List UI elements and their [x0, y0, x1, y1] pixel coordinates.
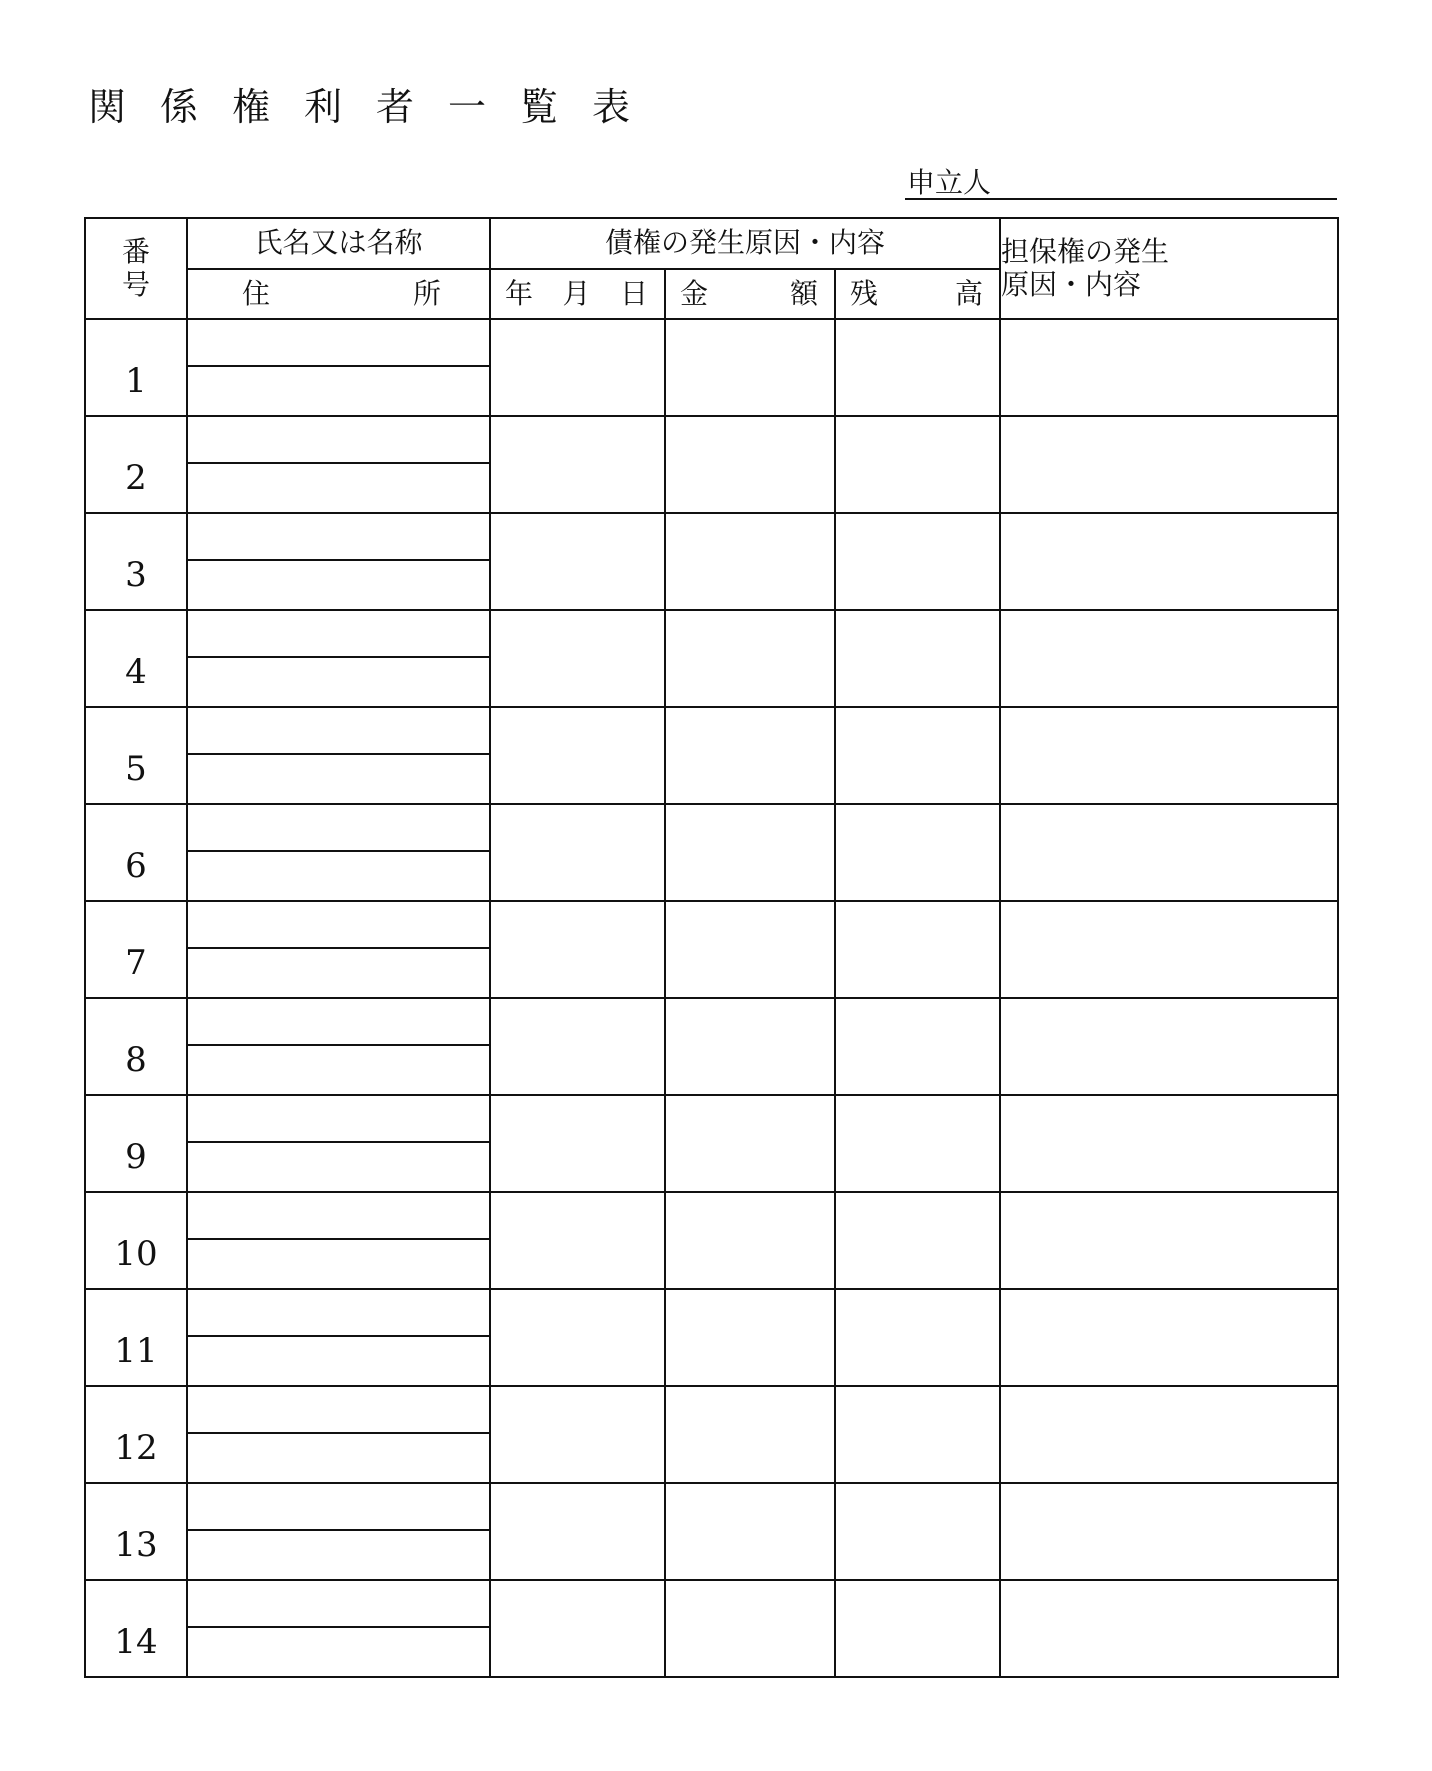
row-number: [85, 319, 187, 416]
row-number-label: 5: [125, 749, 147, 789]
row-number-label: 1: [125, 361, 147, 401]
date-cell[interactable]: [490, 901, 665, 998]
amount-cell[interactable]: [665, 319, 835, 416]
row-number-label: 2: [125, 458, 147, 498]
applicant-label: 申立人: [907, 166, 992, 199]
header-balance-char-1: 残: [850, 276, 879, 310]
security-cell[interactable]: [1000, 707, 1338, 804]
date-cell[interactable]: [490, 610, 665, 707]
balance-cell[interactable]: [835, 416, 1000, 513]
row-number: [85, 1095, 187, 1192]
table-row: [85, 804, 1338, 901]
header-name: 氏名又は名称: [187, 218, 490, 269]
security-cell[interactable]: [1000, 513, 1338, 610]
amount-cell[interactable]: [665, 804, 835, 901]
name-address-cell[interactable]: [187, 707, 490, 804]
row-number: [85, 1192, 187, 1289]
name-address-divider: [188, 365, 489, 367]
row-number-label: 9: [125, 1137, 147, 1177]
name-address-cell[interactable]: [187, 1386, 490, 1483]
row-number-label: 13: [114, 1525, 158, 1565]
date-cell[interactable]: [490, 1289, 665, 1386]
row-number: [85, 1289, 187, 1386]
security-cell[interactable]: [1000, 1192, 1338, 1289]
date-cell[interactable]: [490, 1192, 665, 1289]
header-address-char-1: 住: [242, 276, 271, 310]
page-title: 関係権利者一覧表: [88, 85, 665, 129]
balance-cell[interactable]: [835, 998, 1000, 1095]
name-address-divider: [188, 850, 489, 852]
row-number: [85, 1386, 187, 1483]
row-number: [85, 1580, 187, 1677]
security-cell[interactable]: [1000, 319, 1338, 416]
date-cell[interactable]: [490, 416, 665, 513]
security-cell[interactable]: [1000, 610, 1338, 707]
row-number-label: 11: [114, 1331, 158, 1371]
balance-cell[interactable]: [835, 1289, 1000, 1386]
date-cell[interactable]: [490, 1095, 665, 1192]
balance-cell[interactable]: [835, 1386, 1000, 1483]
balance-cell[interactable]: [835, 610, 1000, 707]
name-address-divider: [188, 1141, 489, 1143]
header-amount-char-1: 金: [680, 276, 709, 310]
security-cell[interactable]: [1000, 901, 1338, 998]
amount-cell[interactable]: [665, 1095, 835, 1192]
table-row: [85, 1095, 1338, 1192]
row-number: [85, 901, 187, 998]
balance-cell[interactable]: [835, 901, 1000, 998]
header-claim-group: 債権の発生原因・内容: [490, 218, 1000, 269]
name-address-divider: [188, 1238, 489, 1240]
table-row: [85, 1386, 1338, 1483]
name-address-divider: [188, 1432, 489, 1434]
header-date-char-2: 月: [562, 276, 591, 310]
name-address-divider: [188, 1044, 489, 1046]
security-cell[interactable]: [1000, 1580, 1338, 1677]
balance-cell[interactable]: [835, 1095, 1000, 1192]
table-row: [85, 998, 1338, 1095]
name-address-cell[interactable]: [187, 610, 490, 707]
row-number: [85, 416, 187, 513]
security-cell[interactable]: [1000, 998, 1338, 1095]
header-number-char-1: 番: [121, 235, 150, 269]
name-address-divider: [188, 462, 489, 464]
balance-cell[interactable]: [835, 804, 1000, 901]
amount-cell[interactable]: [665, 1289, 835, 1386]
table-row: [85, 1289, 1338, 1386]
date-cell[interactable]: [490, 319, 665, 416]
header-address: [187, 269, 490, 319]
amount-cell[interactable]: [665, 1580, 835, 1677]
header-number: [85, 218, 187, 319]
security-cell[interactable]: [1000, 1483, 1338, 1580]
row-number-label: 6: [125, 846, 147, 886]
name-address-cell[interactable]: [187, 416, 490, 513]
name-address-cell[interactable]: [187, 1095, 490, 1192]
header-balance-char-2: 高: [955, 276, 984, 310]
row-number-label: 14: [114, 1622, 158, 1662]
table-row: [85, 513, 1338, 610]
date-cell[interactable]: [490, 1483, 665, 1580]
name-address-cell[interactable]: [187, 1289, 490, 1386]
header-address-char-2: 所: [412, 276, 441, 310]
name-address-divider: [188, 1335, 489, 1337]
amount-cell[interactable]: [665, 513, 835, 610]
date-cell[interactable]: [490, 998, 665, 1095]
row-number-label: 12: [114, 1428, 158, 1468]
name-address-divider: [188, 753, 489, 755]
amount-cell[interactable]: [665, 610, 835, 707]
security-cell[interactable]: [1000, 1289, 1338, 1386]
balance-cell[interactable]: [835, 1580, 1000, 1677]
date-cell[interactable]: [490, 513, 665, 610]
header-date: [490, 269, 665, 319]
security-cell[interactable]: [1000, 416, 1338, 513]
header-date-char-3: 日: [619, 276, 648, 310]
header-number-char-2: 号: [121, 267, 150, 301]
name-address-divider: [188, 559, 489, 561]
name-address-divider: [188, 1626, 489, 1628]
name-address-divider: [188, 1529, 489, 1531]
table-row: [85, 707, 1338, 804]
row-number: [85, 707, 187, 804]
header-balance: [835, 269, 1000, 319]
balance-cell[interactable]: [835, 513, 1000, 610]
header-security: [1000, 218, 1338, 319]
name-address-cell[interactable]: [187, 804, 490, 901]
name-address-cell[interactable]: [187, 998, 490, 1095]
table-row: [85, 1192, 1338, 1289]
row-number-label: 8: [125, 1040, 147, 1080]
row-number: [85, 513, 187, 610]
table-row: [85, 416, 1338, 513]
date-cell[interactable]: [490, 707, 665, 804]
applicant-field[interactable]: [905, 166, 1337, 200]
amount-cell[interactable]: [665, 998, 835, 1095]
name-address-divider: [188, 947, 489, 949]
amount-cell[interactable]: [665, 1483, 835, 1580]
row-number: [85, 998, 187, 1095]
name-address-cell[interactable]: [187, 513, 490, 610]
table-row: [85, 901, 1338, 998]
header-security-line-2: 原因・内容: [1001, 267, 1142, 301]
header-security-line-1: 担保権の発生: [1001, 235, 1170, 269]
name-address-cell[interactable]: [187, 319, 490, 416]
row-number: [85, 610, 187, 707]
security-cell[interactable]: [1000, 804, 1338, 901]
table-row: [85, 1580, 1338, 1677]
row-number-label: 4: [125, 652, 147, 692]
name-address-cell[interactable]: [187, 1192, 490, 1289]
security-cell[interactable]: [1000, 1095, 1338, 1192]
name-address-cell[interactable]: [187, 901, 490, 998]
row-number-label: 7: [125, 943, 147, 983]
amount-cell[interactable]: [665, 1192, 835, 1289]
header-date-char-1: 年: [505, 276, 534, 310]
table-row: [85, 319, 1338, 416]
name-address-divider: [188, 656, 489, 658]
amount-cell[interactable]: [665, 416, 835, 513]
header-amount-char-2: 額: [789, 276, 818, 310]
amount-cell[interactable]: [665, 1386, 835, 1483]
security-cell[interactable]: [1000, 1386, 1338, 1483]
amount-cell[interactable]: [665, 901, 835, 998]
amount-cell[interactable]: [665, 707, 835, 804]
balance-cell[interactable]: [835, 1483, 1000, 1580]
rights-holders-table: [84, 217, 1337, 1680]
row-number: [85, 804, 187, 901]
name-address-cell[interactable]: [187, 1483, 490, 1580]
row-number-label: 3: [125, 555, 147, 595]
balance-cell[interactable]: [835, 1192, 1000, 1289]
row-number: [85, 1483, 187, 1580]
balance-cell[interactable]: [835, 707, 1000, 804]
date-cell[interactable]: [490, 1580, 665, 1677]
name-address-cell[interactable]: [187, 1580, 490, 1677]
header-amount: [665, 269, 835, 319]
date-cell[interactable]: [490, 804, 665, 901]
date-cell[interactable]: [490, 1386, 665, 1483]
table-row: [85, 610, 1338, 707]
balance-cell[interactable]: [835, 319, 1000, 416]
table-row: [85, 1483, 1338, 1580]
row-number-label: 10: [114, 1234, 158, 1274]
